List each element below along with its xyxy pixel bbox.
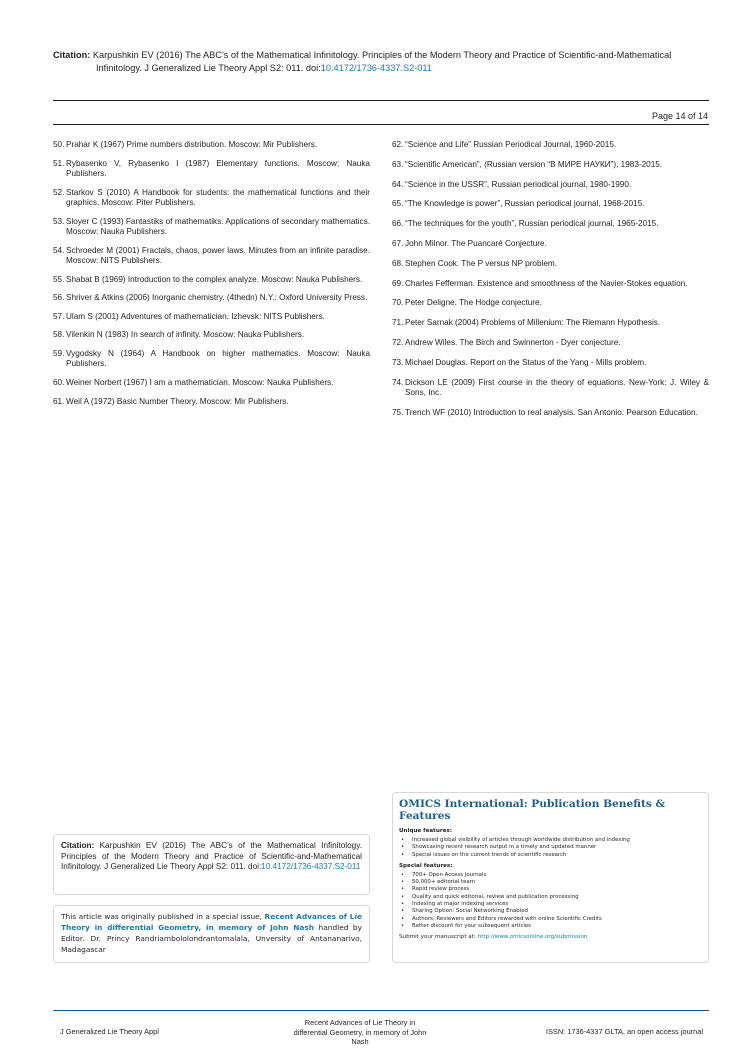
reference-item bbox=[53, 397, 370, 407]
reference-text: Trench WF (2010) Introduction to real analysis. San Antonio: Pearson Education. bbox=[405, 407, 698, 417]
reference-number: 74. bbox=[392, 377, 404, 387]
special-issue-box bbox=[53, 905, 370, 963]
reference-number: 65. bbox=[392, 199, 404, 209]
unique-features-heading: Unique features: bbox=[399, 828, 452, 834]
feature-item: • 50,000+ editorial team bbox=[399, 879, 702, 886]
reference-number: 54. bbox=[53, 245, 65, 255]
reference-item bbox=[392, 358, 709, 368]
reference-number: 59. bbox=[53, 348, 65, 358]
reference-item bbox=[53, 140, 370, 150]
reference-number: 72. bbox=[392, 337, 404, 347]
references-right-column bbox=[392, 140, 709, 428]
reference-item bbox=[392, 318, 709, 328]
special-issue-after: handled by Editor. Dr. Princy Randriambololondrantomalala, Unversity of Antananarivo, Madagascar bbox=[61, 922, 362, 954]
reference-item bbox=[392, 239, 709, 249]
reference-item bbox=[53, 293, 370, 303]
citation-label: Citation: bbox=[53, 50, 91, 60]
reference-item bbox=[392, 160, 709, 170]
reference-text: “Science in the USSR”, Russian periodical journal, 1980-1990. bbox=[405, 179, 632, 189]
page-number: Page 14 of 14 bbox=[651, 111, 708, 121]
unique-features-list bbox=[399, 837, 702, 859]
reference-item bbox=[53, 188, 370, 209]
special-issue-before: This article was originally published in a special issue, bbox=[61, 912, 265, 921]
reference-number: 67. bbox=[392, 238, 404, 248]
special-features-heading: Special features: bbox=[399, 862, 453, 869]
reference-number: 68. bbox=[392, 258, 404, 268]
submit-label: Submit your manuscript at: bbox=[399, 934, 478, 941]
reference-text: Sloyer C (1993) Fantastiks of mathematiks. Applications of secondary mathematics. Moscow: Nauka Publishers. bbox=[66, 216, 370, 236]
reference-item bbox=[392, 199, 709, 209]
reference-text: Andrew Wiles. The Birch and Swinnerton - Dyer conjecture. bbox=[405, 337, 621, 347]
citation-box-label: Citation: bbox=[61, 841, 95, 850]
feature-item: • Better discount for your subsequent articles bbox=[399, 923, 702, 930]
reference-text: Charles Fefferman. Existence and smoothness of the Navier-Stokes equation. bbox=[405, 278, 688, 288]
reference-text: “The techniques for the youth”, Russian periodical journal, 1965-2015. bbox=[405, 219, 659, 229]
reference-text: Vygodsky N (1964) A Handbook on higher mathematics. Moscow: Nauka Publishers. bbox=[66, 348, 370, 369]
reference-text: “The Knowledge is power”, Russian periodical journal, 1968-2015. bbox=[405, 199, 645, 209]
reference-text: Rybasenko V, Rybasenko I (1987) Elementary functions. Moscow: Nauka Publishers. bbox=[66, 158, 370, 178]
submit-link[interactable]: http://www.omicsonline.org/submission bbox=[477, 934, 588, 941]
reference-item bbox=[392, 140, 709, 150]
reference-text: Shabat B (1969) Introduction to the complex analyze. Moscow: Nauka Publishers. bbox=[66, 274, 363, 284]
reference-number: 56. bbox=[53, 293, 65, 303]
citation-line1: Karpushkin EV (2016) The ABC’s of the Mathematical Infinitology. Principles of the Modern Theory and Practice of Scientific-and-Mathematical bbox=[92, 50, 672, 60]
reference-item bbox=[53, 246, 370, 267]
reference-number: 69. bbox=[392, 278, 404, 288]
reference-text: Weiner Norbert (1967) I am a mathematician. Moscow: Nauka Publishers. bbox=[66, 377, 334, 387]
reference-text: Starkov S (2010) A Handbook for students: the mathematical functions and their graphics. Moscow: Piter Publishers. bbox=[66, 187, 370, 207]
reference-number: 53. bbox=[53, 216, 65, 226]
reference-item bbox=[392, 338, 709, 348]
header-rule bbox=[53, 100, 709, 101]
footer-special-issue: Recent Advances of Lie Theory in differential Geometry, in memory of John Nash bbox=[293, 1018, 427, 1047]
footer-rule bbox=[53, 1010, 709, 1011]
reference-text: “Scientific American”, (Russian version “В МИРЕ НАУКИ”), 1983-2015. bbox=[405, 159, 663, 169]
feature-item: • Sharing Option: Social Networking Enabled bbox=[399, 908, 702, 915]
special-features-list bbox=[399, 872, 702, 930]
reference-number: 71. bbox=[392, 318, 404, 328]
feature-item: • Increased global visibility of articles through worldwide distribution and indexing bbox=[399, 837, 702, 844]
reference-number: 60. bbox=[53, 377, 65, 387]
reference-number: 50. bbox=[53, 140, 65, 149]
reference-text: Weil A (1972) Basic Number Theory. Moscow: Mir Publishers. bbox=[66, 396, 289, 406]
reference-text: Ulam S (2001) Adventures of mathematician. Izhevsk: NITS Publishers. bbox=[66, 311, 325, 321]
reference-number: 58. bbox=[53, 330, 65, 340]
reference-item bbox=[53, 349, 370, 370]
feature-item: • Showcasing recent research output in a timely and updated manner bbox=[399, 844, 702, 851]
header-citation bbox=[53, 49, 713, 75]
citation-box-doi-link[interactable]: 10.4172/1736-4337.S2-011 bbox=[261, 862, 361, 872]
omics-benefits-box bbox=[392, 792, 709, 963]
reference-number: 62. bbox=[392, 140, 404, 149]
citation-doi-link[interactable]: 10.4172/1736-4337.S2-011 bbox=[320, 63, 432, 73]
footer-journal: J Generalized Lie Theory Appl bbox=[60, 1027, 159, 1036]
reference-number: 73. bbox=[392, 357, 404, 367]
feature-item: • 700+ Open Access Journals bbox=[399, 872, 702, 879]
reference-item bbox=[392, 219, 709, 229]
reference-number: 52. bbox=[53, 187, 65, 197]
reference-text: Dickson LE (2009) First course in the theory of equations. New-York: J. Wiley & Sons, Inc. bbox=[405, 377, 709, 397]
feature-item: • Indexing at major indexing services bbox=[399, 901, 702, 908]
citation-line2: Infinitology. J Generalized Lie Theory Appl S2: 011. doi: bbox=[96, 63, 321, 73]
reference-text: Shriver & Atkins (2006) Inorganic chemistry. (4thedn) N.Y.: Oxford University Press. bbox=[66, 293, 368, 303]
reference-item bbox=[53, 378, 370, 388]
reference-text: Stephen Cook. The P versus NP problem. bbox=[405, 258, 558, 268]
feature-item: • Rapid review process bbox=[399, 886, 702, 893]
citation-box-text: Karpushkin EV (2016) The ABC’s of the Mathematical Infinitology. Principles of the Modern Theory and Practice of Scientific-and-Mathematical Infinitology. J Generalized Lie Theory Appl S2: 011. doi: bbox=[61, 841, 362, 872]
reference-item bbox=[392, 279, 709, 289]
reference-number: 64. bbox=[392, 179, 404, 189]
reference-text: Prahar K (1967) Prime numbers distribution. Moscow: Mir Publishers. bbox=[66, 140, 318, 149]
reference-text: Schroeder M (2001) Fractals, chaos, power laws. Minutes from an infinite paradise. Moscow: NITS Publishers. bbox=[66, 245, 370, 265]
reference-item bbox=[392, 180, 709, 190]
feature-item: • Authors, Reviewers and Editors rewarded with online Scientific Credits bbox=[399, 916, 702, 923]
reference-item bbox=[392, 408, 709, 418]
reference-text: Peter Sarnak (2004) Problems of Millenium: The Riemann Hypothesis. bbox=[405, 318, 661, 328]
reference-item bbox=[53, 159, 370, 180]
reference-item bbox=[392, 378, 709, 399]
special-issue-title: Recent Advances of Lie Theory in differential Geometry, in memory of John Nash bbox=[61, 912, 362, 932]
reference-number: 61. bbox=[53, 396, 65, 406]
reference-number: 75. bbox=[392, 407, 404, 417]
reference-text: Michael Douglas. Report on the Status of the Yang - Mills problem. bbox=[405, 357, 647, 367]
reference-text: Peter Deligne. The Hodge conjecture. bbox=[405, 298, 542, 308]
reference-text: John Milnor. The Puancaré Conjecture. bbox=[405, 238, 547, 248]
submit-manuscript bbox=[399, 934, 702, 940]
reference-number: 66. bbox=[392, 219, 404, 229]
feature-item: • Quality and quick editorial, review and publication processing bbox=[399, 894, 702, 901]
reference-item bbox=[392, 259, 709, 269]
footer-issn: ISSN: 1736-4337 GLTA, an open access journal bbox=[545, 1027, 703, 1036]
reference-item bbox=[53, 217, 370, 238]
citation-box bbox=[53, 834, 370, 895]
reference-text: Vilenkin N (1983) In search of infinity. Moscow: Nauka Publishers. bbox=[66, 330, 305, 340]
omics-title: OMICS International: Publication Benefits & Features bbox=[399, 798, 666, 822]
reference-number: 57. bbox=[53, 311, 65, 321]
reference-text: “Science and Life” Russian Periodical Journal, 1960-2015. bbox=[405, 140, 617, 149]
reference-item bbox=[392, 298, 709, 308]
references-left-column bbox=[53, 140, 370, 415]
reference-number: 70. bbox=[392, 298, 404, 308]
reference-item bbox=[53, 275, 370, 285]
reference-number: 63. bbox=[392, 159, 404, 169]
reference-number: 51. bbox=[53, 158, 65, 168]
feature-item: • Special issues on the current trends of scientific research bbox=[399, 852, 702, 859]
reference-item bbox=[53, 330, 370, 340]
reference-item bbox=[53, 312, 370, 322]
reference-number: 55. bbox=[53, 274, 65, 284]
page-number-rule bbox=[53, 124, 709, 125]
